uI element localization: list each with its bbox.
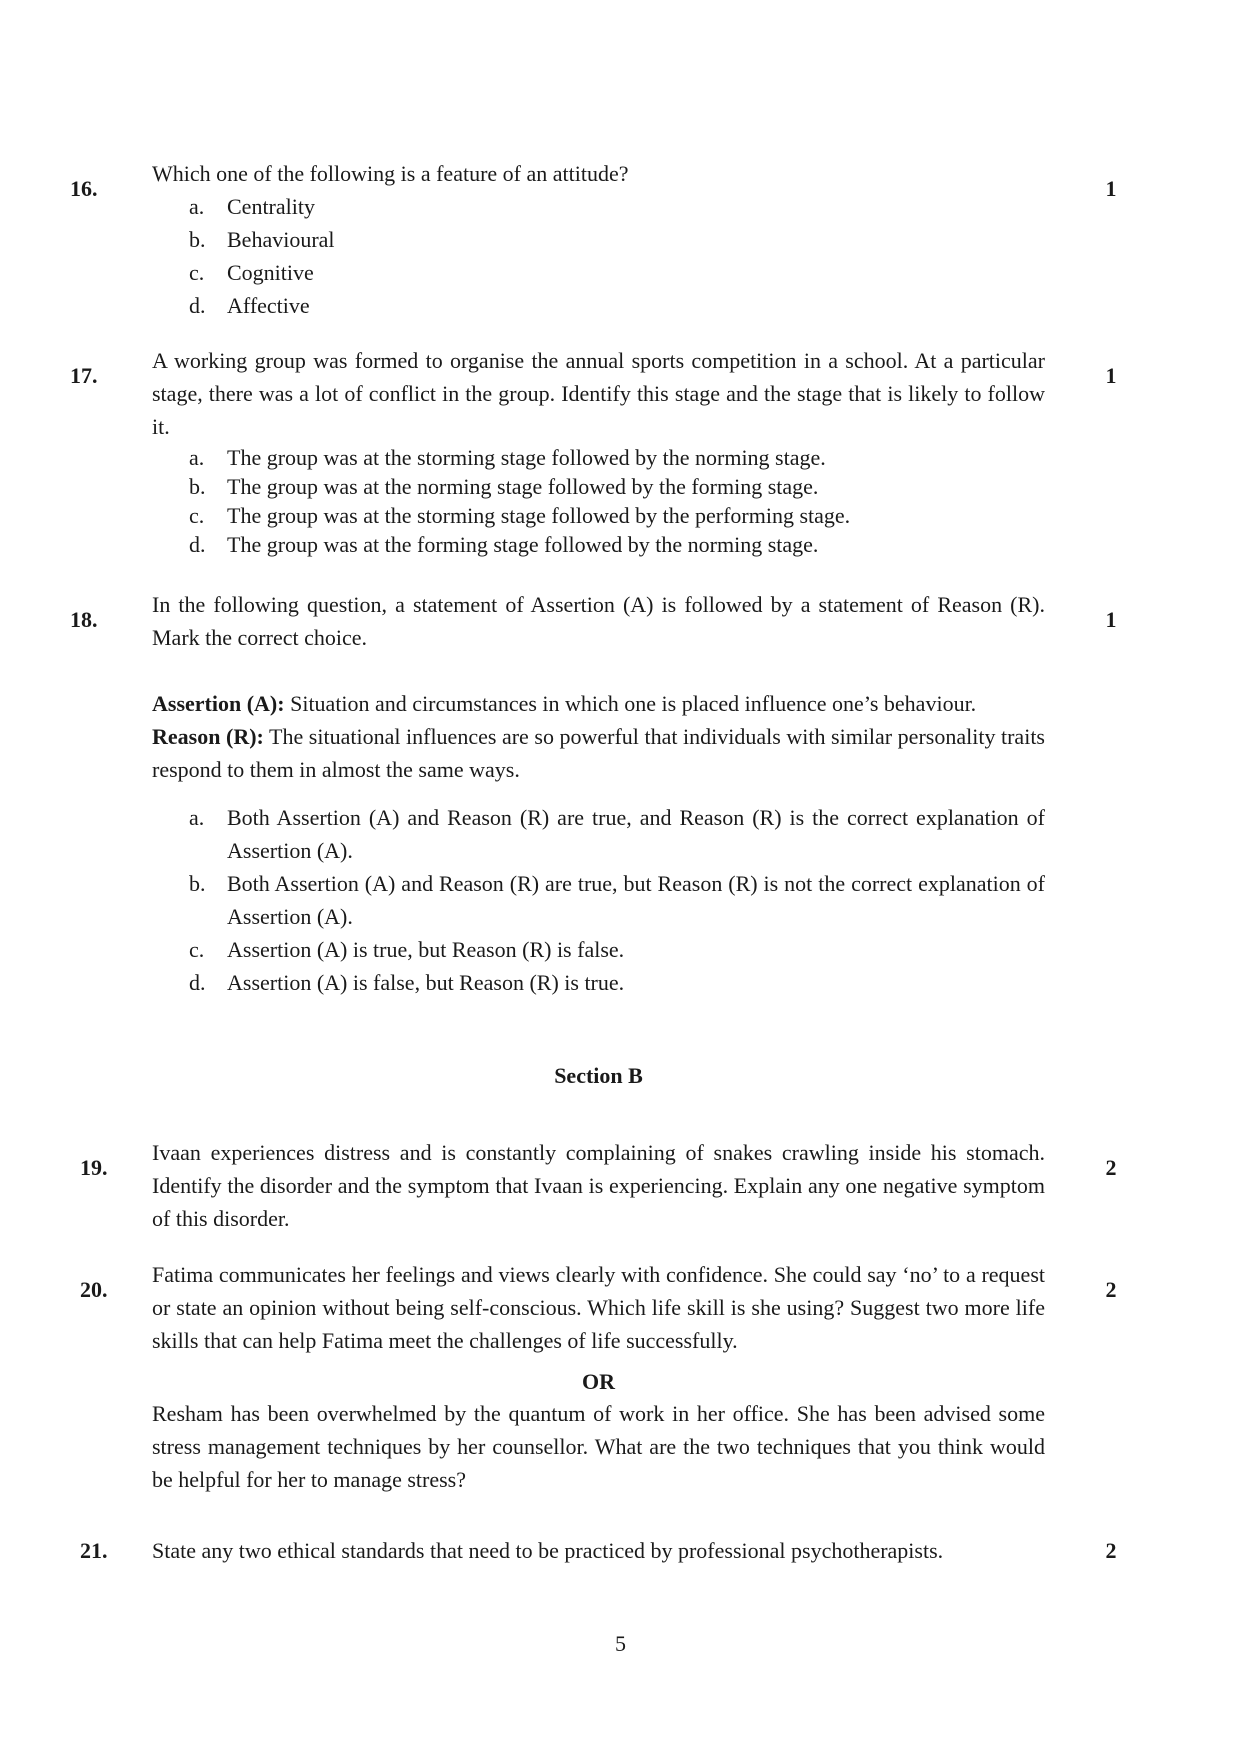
option-text: The group was at the storming stage followed by the norming stage.: [227, 445, 826, 470]
option-letter: a.: [189, 445, 205, 470]
option-letter: d.: [189, 970, 206, 995]
option-d: [152, 530, 1045, 559]
options-list: [152, 801, 1045, 999]
option-letter: b.: [189, 227, 206, 252]
option-a: [152, 801, 1045, 867]
option-letter: b.: [189, 871, 206, 896]
question-body: [152, 1534, 1045, 1567]
reason-statement: [152, 720, 1045, 786]
question-marks: 2: [1105, 1538, 1117, 1563]
question-number: 16.: [70, 176, 98, 201]
reason-text: The situational influences are so powerful that individuals with similar personality traits respond to them in almost the same ways.: [152, 724, 1045, 782]
question-number: 21.: [80, 1538, 108, 1563]
question-body: [152, 1258, 1045, 1496]
option-letter: c.: [189, 937, 205, 962]
assertion-text: Situation and circumstances in which one is placed influence one’s behaviour.: [284, 691, 977, 716]
question-body: [152, 157, 1045, 322]
question-marks: 2: [1105, 1277, 1117, 1302]
option-a: [152, 443, 1045, 472]
question-body: [152, 1136, 1045, 1235]
option-letter: a.: [189, 194, 205, 219]
question-text: Which one of the following is a feature of an attitude?: [152, 161, 629, 186]
alternative-question-text: Resham has been overwhelmed by the quantum of work in her office. She has been advised some stress management techniques by her counsellor. What are the two techniques that you think would be helpful for her to manage stress?: [152, 1401, 1045, 1492]
option-text: Assertion (A) is true, but Reason (R) is false.: [227, 937, 625, 962]
question-text: Ivaan experiences distress and is constantly complaining of snakes crawling inside his stomach. Identify the disorder and the symptom that Ivaan is experiencing. Explain any one negative symptom of this disorder.: [152, 1140, 1045, 1231]
option-text: Both Assertion (A) and Reason (R) are true, and Reason (R) is the correct explanation of Assertion (A).: [227, 805, 1045, 863]
options-list: [152, 443, 1045, 559]
section-b-heading: Section B: [554, 1063, 643, 1088]
question-text: A working group was formed to organise the annual sports competition in a school. At a particular stage, there was a lot of conflict in the group. Identify this stage and the stage that is likely to follow it.: [152, 348, 1045, 439]
question-marks: 2: [1105, 1155, 1117, 1180]
option-text: The group was at the forming stage followed by the norming stage.: [227, 532, 819, 557]
question-number: 18.: [70, 607, 98, 632]
option-letter: a.: [189, 805, 205, 830]
question-marks: 1: [1105, 607, 1117, 632]
option-d: [152, 289, 1045, 322]
option-text: Assertion (A) is false, but Reason (R) is true.: [227, 970, 625, 995]
option-c: [152, 933, 1045, 966]
option-text: Affective: [227, 293, 310, 318]
option-letter: b.: [189, 474, 206, 499]
question-text: In the following question, a statement of Assertion (A) is followed by a statement of Reason (R). Mark the correct choice.: [152, 592, 1045, 650]
option-d: [152, 966, 1045, 999]
assertion-statement: [152, 687, 1045, 720]
option-b: [152, 472, 1045, 501]
option-letter: c.: [189, 260, 205, 285]
question-body: [152, 344, 1045, 559]
option-text: Both Assertion (A) and Reason (R) are true, but Reason (R) is not the correct explanation of Assertion (A).: [227, 871, 1045, 929]
option-c: [152, 256, 1045, 289]
option-text: Behavioural: [227, 227, 335, 252]
option-text: The group was at the storming stage followed by the performing stage.: [227, 503, 851, 528]
question-number: 20.: [80, 1277, 108, 1302]
question-number: 19.: [80, 1155, 108, 1180]
option-b: [152, 223, 1045, 256]
question-body: [152, 588, 1045, 999]
question-marks: 1: [1105, 363, 1117, 388]
option-text: Centrality: [227, 194, 315, 219]
option-letter: d.: [189, 293, 206, 318]
option-c: [152, 501, 1045, 530]
or-separator: OR: [582, 1369, 615, 1394]
option-letter: c.: [189, 503, 205, 528]
question-text: State any two ethical standards that need to be practiced by professional psychotherapists.: [152, 1538, 944, 1563]
question-marks: 1: [1105, 176, 1117, 201]
option-text: Cognitive: [227, 260, 314, 285]
options-list: [152, 190, 1045, 322]
question-number: 17.: [70, 363, 98, 388]
question-text: Fatima communicates her feelings and views clearly with confidence. She could say ‘no’ to a request or state an opinion without being self-conscious. Which life skill is she using? Suggest two more life skills that can help Fatima meet the challenges of life successfully.: [152, 1262, 1045, 1353]
page-number: 5: [615, 1631, 626, 1656]
option-b: [152, 867, 1045, 933]
option-letter: d.: [189, 532, 206, 557]
assertion-label: Assertion (A):: [152, 691, 285, 716]
option-a: [152, 190, 1045, 223]
option-text: The group was at the norming stage followed by the forming stage.: [227, 474, 819, 499]
reason-label: Reason (R):: [152, 724, 264, 749]
